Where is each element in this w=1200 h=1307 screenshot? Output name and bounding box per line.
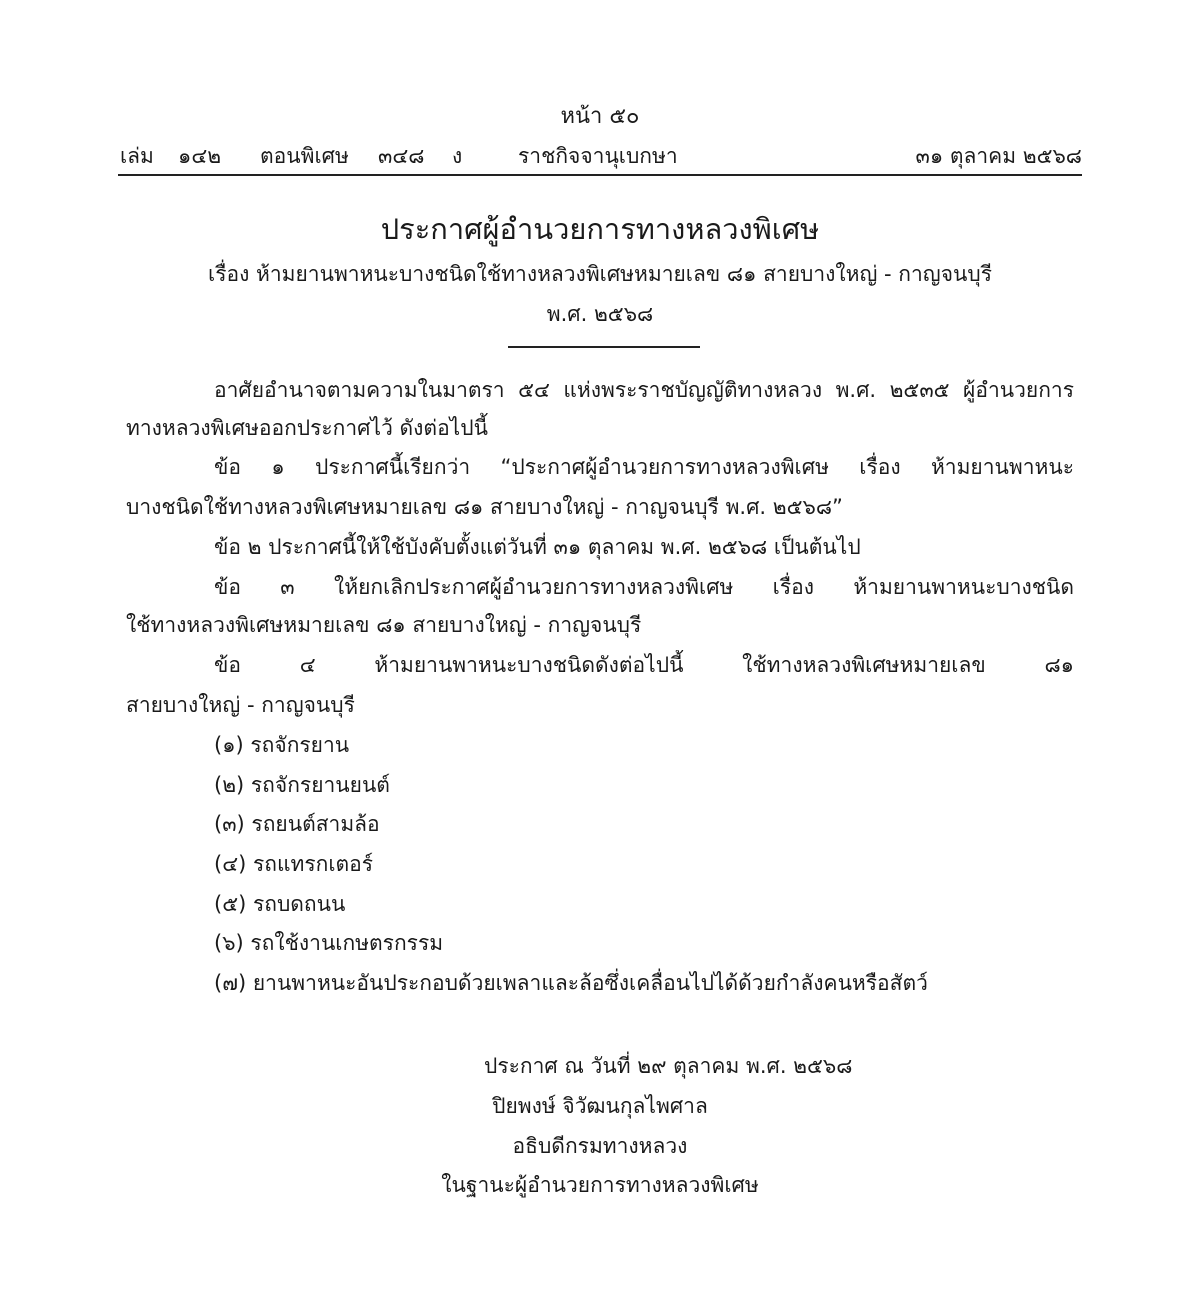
title-divider — [508, 346, 700, 348]
announcement-year: พ.ศ. ๒๕๖๘ — [546, 302, 654, 326]
issue-label: ตอนพิเศษ — [260, 144, 349, 168]
announcement-subject: เรื่อง ห้ามยานพาหนะบางชนิดใช้ทางหลวงพิเศษหมายเลข ๘๑ สายบางใหญ่ - กาญจนบุรี — [208, 262, 992, 286]
clause-2-line-1: ข้อ ๒ ประกาศนี้ให้ใช้บังคับตั้งแต่วันที่ ๓๑ ตุลาคม พ.ศ. ๒๕๖๘ เป็นต้นไป — [214, 535, 861, 559]
announcement-date: ประกาศ ณ วันที่ ๒๙ ตุลาคม พ.ศ. ๒๕๖๘ — [484, 1054, 853, 1078]
signatory-position: อธิบดีกรมทางหลวง — [512, 1134, 688, 1158]
clause-3-line-2: ใช้ทางหลวงพิเศษหมายเลข ๘๑ สายบางใหญ่ - กาญจนบุรี — [126, 613, 642, 637]
clause-4-line-2: สายบางใหญ่ - กาญจนบุรี — [126, 693, 355, 717]
list-item-3: (๓) รถยนต์สามล้อ — [214, 812, 380, 836]
preamble-line-1: อาศัยอำนาจตามความในมาตรา ๕๔ แห่งพระราชบัญญัติทางหลวง พ.ศ. ๒๕๓๕ ผู้อำนวยการ — [214, 378, 1074, 402]
preamble-line-2: ทางหลวงพิเศษออกประกาศไว้ ดังต่อไปนี้ — [126, 416, 488, 440]
gazette-header — [120, 140, 1082, 172]
list-item-1: (๑) รถจักรยาน — [214, 733, 350, 757]
list-item-6: (๖) รถใช้งานเกษตรกรรม — [214, 931, 444, 955]
header-divider — [118, 174, 1082, 176]
gazette-date: ๓๑ ตุลาคม ๒๕๖๘ — [915, 144, 1082, 168]
list-item-7: (๗) ยานพาหนะอันประกอบด้วยเพลาและล้อซึ่งเคลื่อนไปได้ด้วยกำลังคนหรือสัตว์ — [214, 971, 928, 995]
announcement-title: ประกาศผู้อำนวยการทางหลวงพิเศษ — [380, 212, 820, 246]
volume-number: ๑๔๒ — [178, 144, 222, 168]
issue-number: ๓๔๘ — [378, 144, 425, 168]
gazette-name: ราชกิจจานุเบกษา — [518, 144, 678, 168]
clause-4-line-1: ข้อ ๔ ห้ามยานพาหนะบางชนิดดังต่อไปนี้ ใช้ทางหลวงพิเศษหมายเลข ๘๑ — [214, 653, 1074, 677]
clause-1-line-1: ข้อ ๑ ประกาศนี้เรียกว่า “ประกาศผู้อำนวยการทางหลวงพิเศษ เรื่อง ห้ามยานพาหนะ — [214, 455, 1074, 479]
clause-1-line-2: บางชนิดใช้ทางหลวงพิเศษหมายเลข ๘๑ สายบางใหญ่ - กาญจนบุรี พ.ศ. ๒๕๖๘” — [126, 495, 843, 519]
signatory-capacity: ในฐานะผู้อำนวยการทางหลวงพิเศษ — [441, 1173, 759, 1197]
list-item-2: (๒) รถจักรยานยนต์ — [214, 773, 390, 797]
volume-label: เล่ม — [120, 144, 154, 168]
page-number: หน้า ๕๐ — [560, 104, 640, 129]
clause-3-line-1: ข้อ ๓ ให้ยกเลิกประกาศผู้อำนวยการทางหลวงพิเศษ เรื่อง ห้ามยานพาหนะบางชนิด — [214, 575, 1074, 599]
list-item-4: (๔) รถแทรกเตอร์ — [214, 852, 374, 876]
signatory-name: ปิยพงษ์ จิวัฒนกุลไพศาล — [492, 1094, 708, 1118]
list-item-5: (๕) รถบดถนน — [214, 892, 346, 916]
issue-suffix: ง — [452, 144, 463, 168]
